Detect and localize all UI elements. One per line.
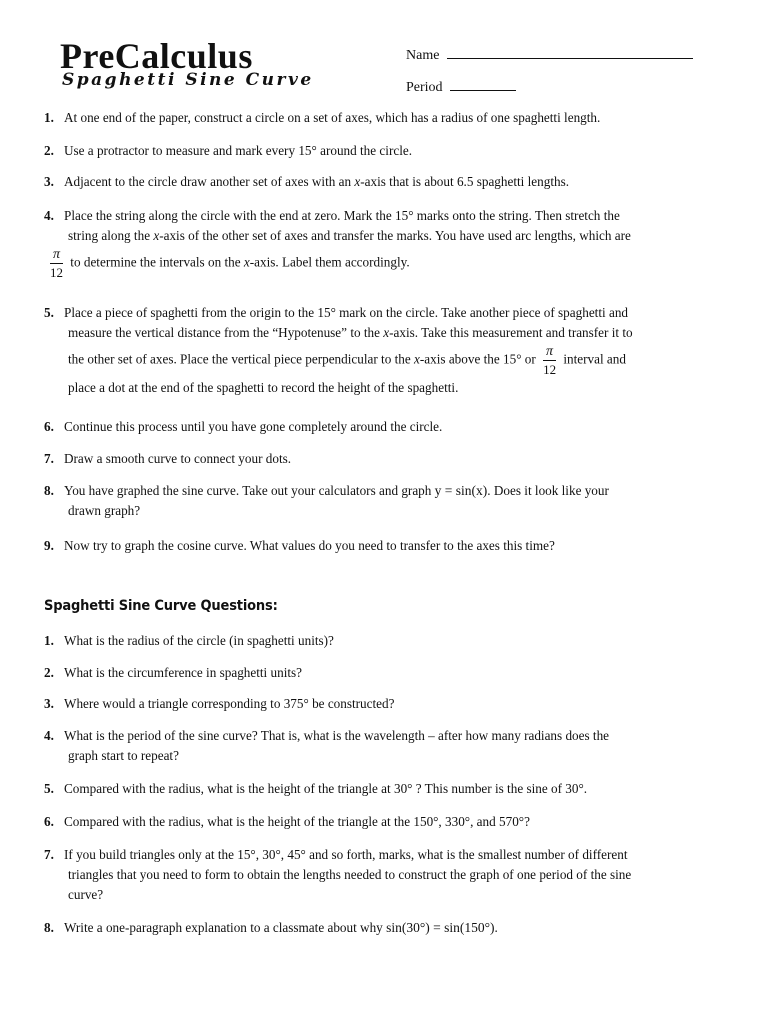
item-text: What is the circumference in spaghetti units? bbox=[64, 665, 303, 680]
questions-heading: Spaghetti Sine Curve Questions: bbox=[44, 598, 278, 614]
item-number: 8. bbox=[44, 483, 54, 498]
item-number: 5. bbox=[44, 781, 54, 796]
item-text: If you build triangles only at the 15°, 30°, 45° and so forth, marks, what is the smallest number of different triangles that you need to form to obtain the lengths needed to construct the graph of one period of the sine curve? bbox=[64, 847, 632, 902]
item-number: 6. bbox=[44, 419, 54, 434]
item-text: Continue this process until you have gone completely around the circle. bbox=[64, 419, 443, 434]
instruction-item bbox=[44, 206, 724, 290]
item-text: What is the period of the sine curve? That is, what is the wavelength – after how many radians does the graph start to repeat? bbox=[64, 728, 610, 763]
item-number: 2. bbox=[44, 143, 54, 158]
item-text: Compared with the radius, what is the height of the triangle at 30° ? This number is the sine of 30°. bbox=[64, 781, 588, 796]
instruction-item bbox=[44, 303, 724, 403]
math-expression: sin(30°) = sin(150°) bbox=[386, 920, 495, 935]
item-text: Where would a triangle corresponding to 375° be constructed? bbox=[64, 696, 395, 711]
item-text: Place the string along the circle with the end at zero. Mark the 15° marks onto the string. Then stretch the string along the x-axis of the other set of axes and transfer the marks. You have used arc lengths, which are $\frac{\pi}{12}$ to determine the intervals on the x-axis. Label them accordingly. bbox=[50, 208, 631, 280]
pi-over-12-fraction: $\frac{\pi}{12}$ bbox=[50, 247, 63, 280]
item-text: Now try to graph the cosine curve. What values do you need to transfer to the axes this time? bbox=[64, 538, 555, 553]
item-text: You have graphed the sine curve. Take out your calculators and graph y = sin(x). Does it look like your drawn graph? bbox=[64, 483, 609, 518]
item-number: 4. bbox=[44, 728, 54, 743]
period-label: Period bbox=[406, 80, 443, 95]
name-blank[interactable] bbox=[447, 46, 693, 59]
item-number: 7. bbox=[44, 451, 54, 466]
item-text: Draw a smooth curve to connect your dots. bbox=[64, 451, 292, 466]
item-text: Use a protractor to measure and mark every 15° around the circle. bbox=[64, 143, 413, 158]
item-number: 1. bbox=[44, 633, 54, 648]
item-number: 3. bbox=[44, 696, 54, 711]
name-label: Name bbox=[406, 48, 440, 63]
period-blank[interactable] bbox=[450, 78, 516, 91]
item-number: 3. bbox=[44, 174, 54, 189]
pi-over-12-fraction: $\frac{\pi}{12}$ bbox=[543, 344, 557, 377]
item-number: 7. bbox=[44, 847, 54, 862]
item-number: 2. bbox=[44, 665, 54, 680]
name-field bbox=[406, 46, 693, 64]
item-text: Adjacent to the circle draw another set of axes with an x-axis that is about 6.5 spaghetti lengths. bbox=[64, 174, 570, 189]
item-number: 9. bbox=[44, 538, 54, 553]
instruction-item bbox=[44, 481, 724, 525]
item-text: What is the radius of the circle (in spaghetti units)? bbox=[64, 633, 334, 648]
page-title: PreCalculus bbox=[60, 36, 253, 76]
page-subtitle: Spaghetti Sine Curve bbox=[62, 70, 314, 90]
item-number: 1. bbox=[44, 110, 54, 125]
item-text: At one end of the paper, construct a circle on a set of axes, which has a radius of one spaghetti length. bbox=[64, 110, 601, 125]
question-item bbox=[44, 845, 724, 905]
item-text: Place a piece of spaghetti from the origin to the 15° mark on the circle. Take another piece of spaghetti and measure the vertical distance from the “Hypotenuse” to the x-axis. Take this measurement and transfer it to the other set of axes. Place the vertical piece perpendicular to the x-axis above the 15° or $\frac{\pi}{12}$ interval and place a dot at the end of the spaghetti to record the height of the spaghetti. bbox=[64, 305, 633, 395]
item-number: 4. bbox=[44, 208, 54, 223]
item-number: 5. bbox=[44, 305, 54, 320]
item-text: Write a one-paragraph explanation to a classmate about why sin(30°) = sin(150°). bbox=[64, 920, 498, 935]
math-expression: y = sin(x) bbox=[434, 483, 488, 498]
item-number: 6. bbox=[44, 814, 54, 829]
item-number: 8. bbox=[44, 920, 54, 935]
period-field bbox=[406, 78, 516, 96]
question-item bbox=[44, 726, 724, 766]
item-text: Compared with the radius, what is the height of the triangle at the 150°, 330°, and 570°? bbox=[64, 814, 530, 829]
